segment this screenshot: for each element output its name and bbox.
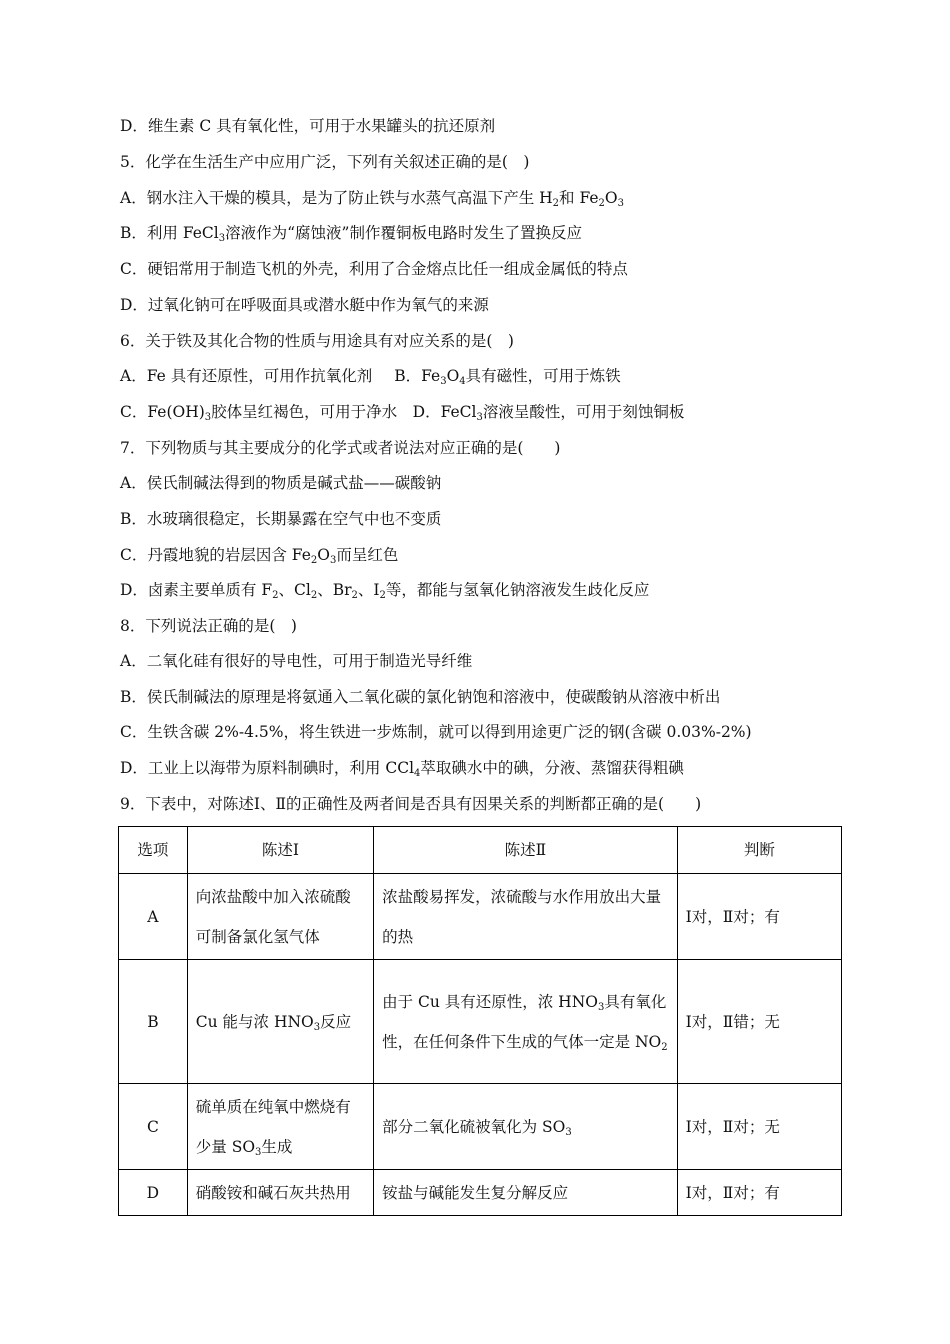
row-statement-2: 由于 Cu 具有还原性，浓 $HNO_3$具有氧化性，在任何条件下生成的气体一定是 $NO_2$ [374, 960, 678, 1084]
header-statement-1: 陈述Ⅰ [187, 827, 373, 874]
q5-option-a: A．钢水注入干燥的模具，是为了防止铁与水蒸气高温下产生 $H_2$和 $Fe_2O_3$ [120, 189, 624, 209]
q6-options-ab: A．Fe 具有还原性，可用作抗氧化剂 B．$Fe_3O_4$具有磁性，可用于炼铁 [120, 367, 621, 387]
row-statement-1: 向浓盐酸中加入浓硫酸可制备氯化氢气体 [187, 874, 373, 960]
row-judgement: Ⅰ对，Ⅱ对；有 [677, 1170, 841, 1216]
q8-option-c: C．生铁含碳 2%-4.5%，将生铁进一步炼制，就可以得到用途更广泛的钢(含碳 0.03%-2%) [120, 723, 752, 741]
table-header-row [119, 827, 842, 874]
q9-table [118, 826, 842, 1216]
header-judgement: 判断 [677, 827, 841, 874]
question-9: 9．下表中，对陈述Ⅰ、Ⅱ的正确性及两者间是否具有因果关系的判断都正确的是( ) [120, 795, 702, 813]
row-statement-2: 部分二氧化硫被氧化为 $SO_3$ [374, 1084, 678, 1170]
q5-option-c: C．硬铝常用于制造飞机的外壳，利用了合金熔点比任一组成金属低的特点 [120, 260, 628, 278]
q8-option-a: A．二氧化硅有很好的导电性，可用于制造光导纤维 [120, 652, 473, 670]
row-option: D [119, 1170, 188, 1216]
q7-option-a: A．侯氏制碱法得到的物质是碱式盐——碳酸钠 [120, 474, 442, 492]
table-row [119, 960, 842, 1084]
question-7: 7．下列物质与其主要成分的化学式或者说法对应正确的是( ) [120, 439, 561, 457]
row-option: C [119, 1084, 188, 1170]
row-statement-1: 硫单质在纯氧中燃烧有少量 $SO_3$生成 [187, 1084, 373, 1170]
table-row [119, 874, 842, 960]
header-statement-2: 陈述Ⅱ [374, 827, 678, 874]
q8-option-d: D．工业上以海带为原料制碘时，利用 CCl$_4$萃取碘水中的碘，分液、蒸馏获得粗碘 [120, 759, 684, 779]
q7-option-b: B．水玻璃很稳定，长期暴露在空气中也不变质 [120, 510, 442, 528]
q5-option-d: D．过氧化钠可在呼吸面具或潜水艇中作为氧气的来源 [120, 296, 489, 314]
row-judgement: Ⅰ对，Ⅱ对；无 [677, 1084, 841, 1170]
q8-option-b: B．侯氏制碱法的原理是将氨通入二氧化碳的氯化钠饱和溶液中，使碳酸钠从溶液中析出 [120, 688, 721, 706]
table-row [119, 1084, 842, 1170]
row-option: B [119, 960, 188, 1084]
row-judgement: Ⅰ对，Ⅱ对；有 [677, 874, 841, 960]
question-8: 8．下列说法正确的是( ) [120, 617, 297, 635]
question-5: 5．化学在生活生产中应用广泛，下列有关叙述正确的是( ) [120, 153, 530, 171]
table-row [119, 1170, 842, 1216]
q7-option-c: C．丹霞地貌的岩层因含 $Fe_2O_3$而呈红色 [120, 546, 399, 566]
q6-options-cd: C．$Fe(OH)_3$胶体呈红褐色，可用于净水 D．FeCl$_3$溶液呈酸性，可用于刻蚀铜板 [120, 403, 685, 423]
row-judgement: Ⅰ对，Ⅱ错；无 [677, 960, 841, 1084]
row-statement-2: 铵盐与碱能发生复分解反应 [374, 1170, 678, 1216]
row-statement-2: 浓盐酸易挥发，浓硫酸与水作用放出大量的热 [374, 874, 678, 960]
row-statement-1: Cu 能与浓 $HNO_3$反应 [187, 960, 373, 1084]
q5-option-b: B．利用 FeCl$_3$溶液作为“腐蚀液”制作覆铜板电路时发生了置换反应 [120, 224, 582, 244]
row-option: A [119, 874, 188, 960]
header-option: 选项 [119, 827, 188, 874]
row-statement-1: 硝酸铵和碱石灰共热用 [187, 1170, 373, 1216]
question-6: 6．关于铁及其化合物的性质与用途具有对应关系的是( ) [120, 332, 514, 350]
q7-option-d: D．卤素主要单质有 $F_2$、$Cl_2$、$Br_2$、$I_2$等，都能与氢氧化钠溶液发生歧化反应 [120, 581, 650, 601]
q4-option-d: D．维生素 C 具有氧化性，可用于水果罐头的抗还原剂 [120, 117, 496, 135]
